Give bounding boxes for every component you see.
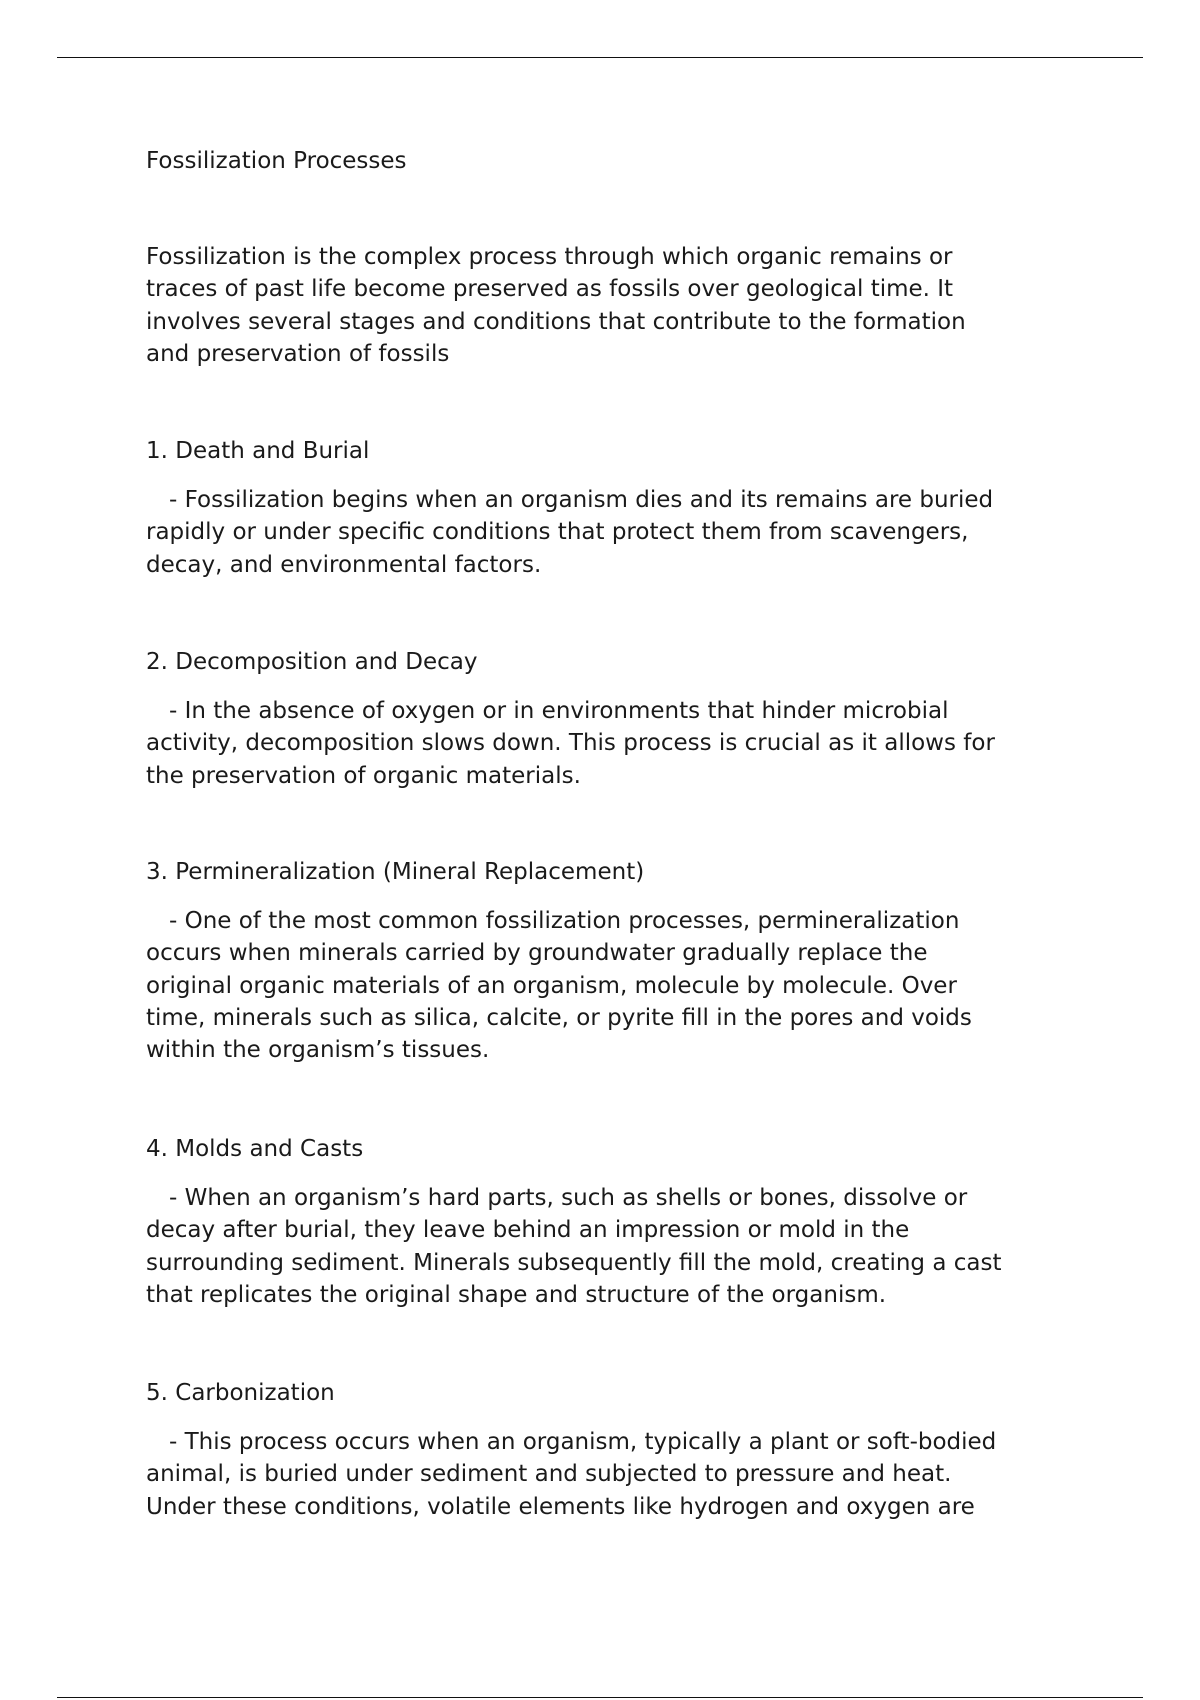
section-heading: 1. Death and Burial xyxy=(146,438,370,464)
paragraph-line: - In the absence of oxygen or in environments that hinder microbial xyxy=(169,698,949,724)
paragraph-line: rapidly or under specific conditions that protect them from scavengers, xyxy=(146,519,969,546)
footer-rule xyxy=(57,1697,1143,1698)
paragraph-line: decay after burial, they leave behind an impression or mold in the xyxy=(146,1217,910,1244)
document-title: Fossilization Processes xyxy=(146,148,407,174)
section-permineralization xyxy=(146,856,1066,1066)
section-heading: 2. Decomposition and Decay xyxy=(146,649,478,675)
paragraph-line: - Fossilization begins when an organism dies and its remains are buried xyxy=(169,487,994,513)
intro-line: involves several stages and conditions that contribute to the formation xyxy=(146,308,966,335)
paragraph-line: - This process occurs when an organism, typically a plant or soft-bodied xyxy=(169,1429,997,1455)
paragraph-line: within the organism’s tissues. xyxy=(146,1037,490,1064)
paragraph-line: time, minerals such as silica, calcite, or pyrite fill in the pores and voids xyxy=(146,1004,972,1031)
intro-line: traces of past life become preserved as fossils over geological time. It xyxy=(146,276,954,303)
section-paragraph xyxy=(146,1182,1066,1311)
paragraph-line: animal, is buried under sediment and subjected to pressure and heat. xyxy=(146,1461,952,1488)
paragraph-line: occurs when minerals carried by groundwater gradually replace the xyxy=(146,940,928,967)
paragraph-line: original organic materials of an organism, molecule by molecule. Over xyxy=(146,972,957,999)
section-paragraph xyxy=(146,484,1066,581)
paragraph-line: Under these conditions, volatile elements like hydrogen and oxygen are xyxy=(146,1493,975,1520)
section-molds-and-casts xyxy=(146,1133,1066,1311)
paragraph-line: - One of the most common fossilization processes, permineralization xyxy=(169,908,960,934)
paragraph-line: - When an organism’s hard parts, such as shells or bones, dissolve or xyxy=(169,1185,968,1211)
intro-line: and preservation of fossils xyxy=(146,340,450,367)
section-paragraph xyxy=(146,1426,1066,1523)
intro-line: Fossilization is the complex process through which organic remains or xyxy=(146,244,953,270)
paragraph-line: that replicates the original shape and structure of the organism. xyxy=(146,1281,887,1308)
section-heading: 3. Permineralization (Mineral Replacement) xyxy=(146,859,645,885)
paragraph-line: activity, decomposition slows down. This process is crucial as it allows for xyxy=(146,730,995,757)
section-decomposition-and-decay xyxy=(146,646,1066,792)
paragraph-line: surrounding sediment. Minerals subsequently fill the mold, creating a cast xyxy=(146,1249,1002,1276)
section-heading: 5. Carbonization xyxy=(146,1380,335,1406)
paragraph-line: decay, and environmental factors. xyxy=(146,551,542,578)
section-paragraph xyxy=(146,695,1066,792)
intro-paragraph xyxy=(146,241,1066,370)
section-paragraph xyxy=(146,905,1066,1066)
section-carbonization xyxy=(146,1377,1066,1523)
header-rule xyxy=(57,57,1143,58)
section-heading: 4. Molds and Casts xyxy=(146,1136,364,1162)
section-death-and-burial xyxy=(146,435,1066,581)
paragraph-line: the preservation of organic materials. xyxy=(146,762,581,789)
